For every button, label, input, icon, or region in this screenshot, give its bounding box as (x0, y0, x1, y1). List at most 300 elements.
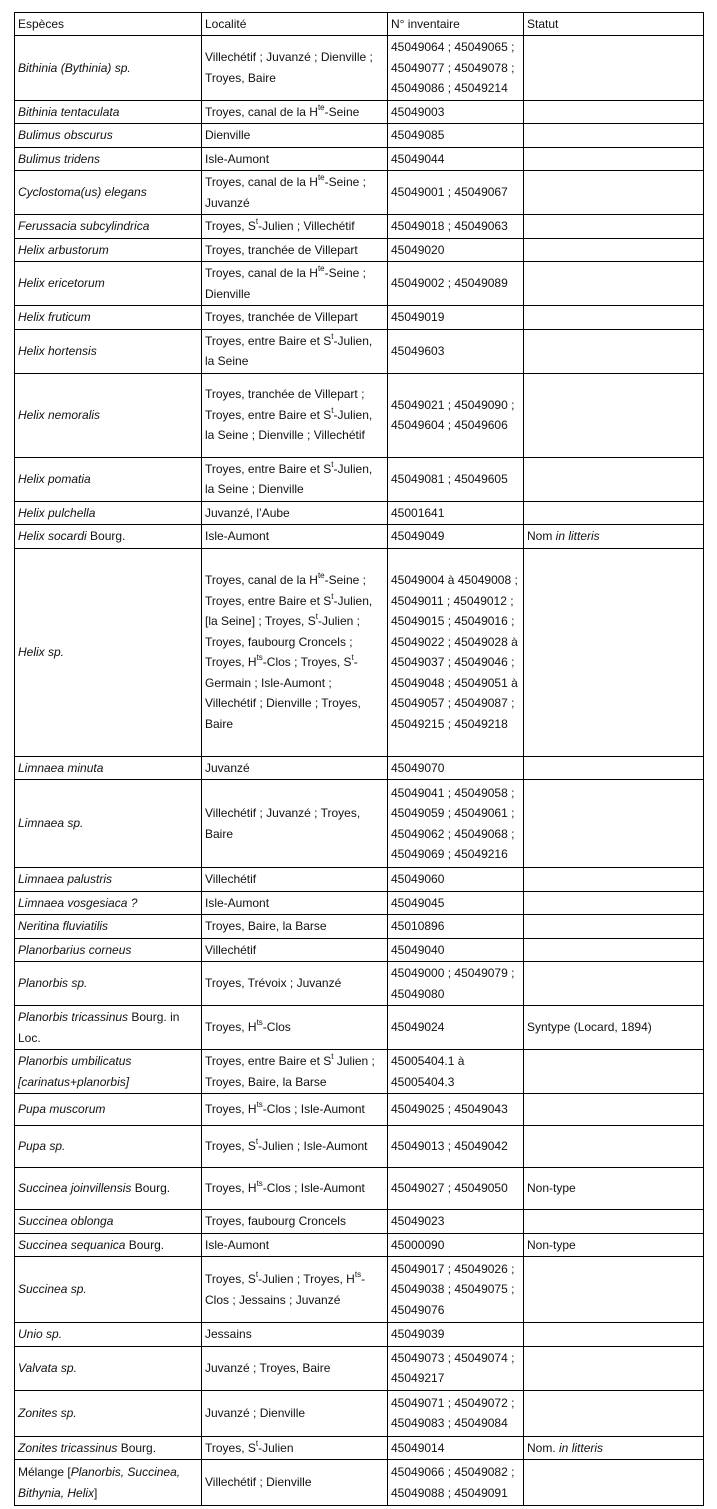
cell-inventaire: 45010896 (388, 915, 524, 939)
cell-inventaire: 45049017 ; 45049026 ; 45049038 ; 45049075 ; 45049076 (388, 1257, 524, 1323)
cell-inventaire: 45049071 ; 45049072 ; 45049083 ; 45049084 (388, 1390, 524, 1436)
table-row (15, 1323, 704, 1347)
table-row (15, 915, 704, 939)
localite-run: t (255, 1137, 259, 1147)
cell-localite (202, 147, 388, 171)
localite-run: Troyes, canal de la H (205, 266, 318, 280)
cell-espece (15, 171, 202, 215)
cell-inventaire: 45049018 ; 45049063 (388, 215, 524, 239)
cell-localite (202, 868, 388, 892)
cell-statut (524, 306, 704, 330)
espece-run: Bourg. in Loc. (18, 1010, 180, 1045)
cell-inventaire: 45049039 (388, 1323, 524, 1347)
localite-run: ts (354, 1270, 362, 1279)
cell-espece (15, 548, 202, 756)
cell-inventaire: 45005404.1 à 45005404.3 (388, 1050, 524, 1094)
localite-run: Julien ; Troyes, Baire, la Barse (205, 1054, 375, 1089)
cell-inventaire: 45049021 ; 45049090 ; 45049604 ; 45049606 (388, 373, 524, 457)
localite-run: Troyes, canal de la H (205, 573, 318, 587)
cell-localite (202, 1168, 388, 1210)
statut-run: Nom (527, 529, 556, 543)
localite-run: -Julien ; Isle-Aumont (258, 1139, 368, 1154)
localite-run: Troyes, faubourg Croncels (205, 1214, 346, 1228)
table-row (15, 891, 704, 915)
cell-espece (15, 1168, 202, 1210)
espece-run: Zonites tricassinus (18, 1440, 118, 1455)
table-row (15, 100, 704, 124)
localite-run: Troyes, tranchée de Villepart (205, 310, 358, 324)
table-row (15, 868, 704, 892)
localite-run: te (317, 571, 325, 580)
cell-statut (524, 457, 704, 501)
localite-run: -Julien, la Seine ; Dienville (205, 461, 373, 496)
localite-run: Villechétif (205, 872, 257, 886)
cell-espece (15, 1126, 202, 1168)
cell-statut (524, 1390, 704, 1436)
localite-run: -Clos ; Isle-Aumont (262, 1102, 365, 1117)
cell-localite (202, 100, 388, 124)
cell-statut (524, 525, 704, 549)
localite-run: Troyes, entre Baire et S (205, 1054, 332, 1068)
table-row (15, 36, 704, 101)
espece-run: Succinea sequanica (18, 1237, 126, 1252)
cell-espece (15, 1346, 202, 1390)
localite-run: Villechétif ; Dienville (205, 1475, 312, 1490)
localite-run: Juvanzé ; Troyes, Baire (205, 1360, 331, 1375)
cell-espece (15, 124, 202, 148)
espece-run: ] (94, 1485, 98, 1500)
cell-inventaire: 45049024 (388, 1006, 524, 1050)
table-row (15, 238, 704, 262)
localite-run: -Clos (262, 1020, 291, 1035)
cell-statut (524, 915, 704, 939)
table-row (15, 548, 704, 756)
localite-run: -Julien (258, 1440, 294, 1455)
cell-localite (202, 1126, 388, 1168)
cell-inventaire: 45049019 (388, 306, 524, 330)
localite-run: Dienville (205, 128, 251, 142)
cell-espece (15, 868, 202, 892)
statut-run: Non-type (527, 1181, 576, 1196)
localite-run: t (315, 612, 318, 621)
localite-run: -Seine ; Dienville (205, 266, 366, 301)
localite-run: Troyes, S (205, 219, 256, 233)
table-row (15, 306, 704, 330)
cell-espece (15, 501, 202, 525)
cell-statut (524, 756, 704, 780)
localite-run: Villechétif ; Juvanzé ; Dienville ; Troyes, Baire (205, 50, 373, 85)
cell-localite (202, 938, 388, 962)
localite-run: t (331, 331, 334, 341)
cell-inventaire: 45049013 ; 45049042 (388, 1126, 524, 1168)
table-row (15, 1050, 704, 1094)
table-row (15, 1126, 704, 1168)
localite-run: Troyes, H (205, 1181, 257, 1196)
cell-localite (202, 891, 388, 915)
cell-espece (15, 373, 202, 457)
cell-statut (524, 1233, 704, 1257)
table-row (15, 1436, 704, 1460)
localite-run: -Germain ; Isle-Aumont ; Villechétif ; Dienville ; Troyes, Baire (205, 655, 361, 731)
localite-run: Troyes, tranchée de Villepart (205, 242, 358, 257)
cell-statut (524, 1323, 704, 1347)
localite-run: -Seine ; Juvanzé (205, 175, 366, 210)
espece-run: Neritina fluviatilis (18, 919, 109, 933)
cell-statut (524, 1460, 704, 1506)
localite-run: -Clos ; Isle-Aumont (262, 1181, 365, 1196)
espece-run: Limnaea vosgesiaca ? (18, 895, 138, 910)
cell-espece (15, 1050, 202, 1094)
cell-localite (202, 548, 388, 756)
cell-localite (202, 525, 388, 549)
cell-statut (524, 891, 704, 915)
cell-inventaire: 45049004 à 45049008 ; 45049011 ; 45049012 ; 45049015 ; 45049016 ; 45049022 ; 45049028 à 45049037 ; 45049046 ; 45049048 ; 45049051 à 45049057 ; 45049087 ; 45049215 ; 45049218 (388, 548, 524, 756)
localite-run: te (317, 173, 325, 182)
table-row (15, 124, 704, 148)
cell-statut (524, 329, 704, 373)
localite-run: ts (256, 653, 263, 662)
cell-espece (15, 36, 202, 101)
cell-espece (15, 215, 202, 239)
cell-localite (202, 501, 388, 525)
cell-localite (202, 306, 388, 330)
cell-espece (15, 100, 202, 124)
table-row (15, 780, 704, 868)
table-row (15, 1168, 704, 1210)
table-row (15, 1257, 704, 1323)
cell-statut (524, 36, 704, 101)
cell-statut (524, 1168, 704, 1210)
espece-run: Bulimus obscurus (18, 128, 113, 142)
cell-localite (202, 1210, 388, 1234)
cell-statut (524, 780, 704, 868)
localite-run: Juvanzé (205, 760, 250, 775)
cell-inventaire: 45049001 ; 45049067 (388, 171, 524, 215)
localite-run: Juvanzé ; Dienville (205, 1405, 306, 1420)
cell-inventaire: 45049041 ; 45049058 ; 45049059 ; 45049061 ; 45049062 ; 45049068 ; 45049069 ; 45049216 (388, 780, 524, 868)
espece-run: Cyclostoma(us) elegans (18, 185, 147, 200)
table-row (15, 756, 704, 780)
cell-localite (202, 756, 388, 780)
localite-run: Villechétif ; Juvanzé ; Troyes, Baire (205, 806, 361, 841)
cell-localite (202, 1050, 388, 1094)
cell-statut (524, 1346, 704, 1390)
cell-localite (202, 1257, 388, 1323)
cell-inventaire: 45049049 (388, 525, 524, 549)
cell-localite (202, 1390, 388, 1436)
cell-statut (524, 868, 704, 892)
cell-statut (524, 1094, 704, 1126)
cell-localite (202, 215, 388, 239)
cell-inventaire: 45049085 (388, 124, 524, 148)
localite-run: ts (256, 1179, 263, 1189)
cell-localite (202, 1233, 388, 1257)
cell-inventaire: 45001641 (388, 501, 524, 525)
cell-espece (15, 238, 202, 262)
table-row (15, 501, 704, 525)
header-row (15, 13, 704, 36)
espece-run: Helix socardi (18, 529, 87, 543)
cell-espece (15, 1323, 202, 1347)
espece-run: Helix pomatia (18, 471, 91, 486)
localite-run: t (255, 217, 259, 226)
espece-run: Planorbis umbilicatus [carinatus+planorbis] (18, 1054, 132, 1089)
cell-inventaire: 45049000 ; 45049079 ; 45049080 (388, 962, 524, 1006)
table-row (15, 525, 704, 549)
localite-run: -Julien ; Villechétif (258, 219, 355, 233)
cell-espece (15, 756, 202, 780)
cell-statut (524, 262, 704, 306)
espece-run: Succinea sp. (18, 1282, 87, 1297)
cell-espece (15, 262, 202, 306)
cell-statut (524, 124, 704, 148)
espece-run: Helix pulchella (18, 505, 96, 520)
species-inventory-table (14, 12, 704, 1506)
localite-run: Troyes, canal de la H (205, 104, 318, 119)
cell-espece (15, 1390, 202, 1436)
cell-statut (524, 938, 704, 962)
localite-run: Troyes, S (205, 1272, 256, 1286)
cell-espece (15, 329, 202, 373)
localite-run: Troyes, entre Baire et S (205, 461, 332, 476)
cell-localite (202, 124, 388, 148)
table-row (15, 1094, 704, 1126)
espece-run: Limnaea minuta (18, 760, 104, 775)
espece-run: Helix arbustorum (18, 242, 109, 257)
localite-run: Villechétif (205, 942, 257, 957)
cell-inventaire: 45049023 (388, 1210, 524, 1234)
localite-run: Troyes, canal de la H (205, 175, 318, 189)
cell-localite (202, 457, 388, 501)
cell-espece (15, 1460, 202, 1506)
espece-run: Pupa sp. (18, 1139, 66, 1154)
localite-run: t (331, 405, 334, 415)
cell-localite (202, 962, 388, 1006)
espece-run: Bourg. (86, 529, 126, 543)
localite-run: -Julien ; Troyes, H (258, 1272, 355, 1286)
cell-inventaire: 45049064 ; 45049065 ; 45049077 ; 45049078 ; 45049086 ; 45049214 (388, 36, 524, 101)
table-row (15, 1390, 704, 1436)
cell-inventaire: 45000090 (388, 1233, 524, 1257)
localite-run: -Julien, [la Seine] ; Troyes, S (205, 593, 373, 628)
cell-inventaire: 45049040 (388, 938, 524, 962)
espece-run: Planorbis, Succinea, Bithynia, Helix (18, 1465, 181, 1500)
cell-localite (202, 238, 388, 262)
cell-espece (15, 891, 202, 915)
statut-run: Nom. (527, 1440, 560, 1455)
cell-localite (202, 1460, 388, 1506)
cell-inventaire: 45049073 ; 45049074 ; 45049217 (388, 1346, 524, 1390)
localite-run: Troyes, Trévoix ; Juvanzé (205, 976, 342, 991)
cell-inventaire: 45049070 (388, 756, 524, 780)
table-row (15, 1233, 704, 1257)
statut-run: in litteris (559, 1440, 604, 1455)
localite-run: Troyes, S (205, 1440, 256, 1455)
localite-run: ts (256, 1100, 263, 1110)
table-row (15, 147, 704, 171)
cell-espece (15, 915, 202, 939)
cell-inventaire: 45049014 (388, 1436, 524, 1460)
espece-run: Bourg. (117, 1440, 157, 1455)
cell-statut (524, 238, 704, 262)
cell-localite (202, 329, 388, 373)
cell-espece (15, 147, 202, 171)
espece-run: Bourg. (131, 1181, 171, 1196)
localite-run: te (317, 264, 325, 273)
table-row (15, 1210, 704, 1234)
espece-run: Planorbis tricassinus (18, 1010, 129, 1024)
cell-localite (202, 36, 388, 101)
espece-run: Helix sp. (18, 644, 65, 659)
localite-run: Jessains (205, 1327, 252, 1341)
localite-run: t (255, 1438, 259, 1448)
cell-localite (202, 373, 388, 457)
cell-localite (202, 171, 388, 215)
localite-run: te (317, 102, 325, 112)
espece-run: Valvata sp. (18, 1360, 77, 1375)
localite-run: t (331, 459, 334, 469)
cell-inventaire: 45049081 ; 45049605 (388, 457, 524, 501)
cell-espece (15, 306, 202, 330)
cell-statut (524, 1006, 704, 1050)
cell-espece (15, 1210, 202, 1234)
espece-run: Pupa muscorum (18, 1102, 106, 1117)
localite-run: -Julien ; Troyes, faubourg Croncels ; Troyes, H (205, 614, 360, 669)
table-row (15, 1346, 704, 1390)
cell-statut (524, 373, 704, 457)
localite-run: -Seine ; Troyes, entre Baire et S (205, 573, 366, 608)
cell-espece (15, 1436, 202, 1460)
localite-run: Troyes, tranchée de Villepart ; Troyes, entre Baire et S (205, 387, 365, 422)
table-row (15, 1460, 704, 1506)
cell-localite (202, 1436, 388, 1460)
espece-run: Limnaea sp. (18, 816, 84, 831)
localite-run: t (331, 591, 334, 601)
cell-localite (202, 915, 388, 939)
table-row (15, 1006, 704, 1050)
cell-localite (202, 1006, 388, 1050)
cell-inventaire: 45049003 (388, 100, 524, 124)
table-row (15, 262, 704, 306)
statut-run: in litteris (555, 529, 600, 543)
header-inventaire: N° inventaire (388, 13, 524, 36)
table-row (15, 215, 704, 239)
cell-espece (15, 1257, 202, 1323)
statut-run: Non-type (527, 1237, 576, 1252)
table-row (15, 171, 704, 215)
localite-run: -Julien, la Seine ; Dienville ; Villechétif (205, 407, 373, 443)
espece-run: Bourg. (125, 1237, 165, 1252)
cell-inventaire: 45049002 ; 45049089 (388, 262, 524, 306)
localite-run: Isle-Aumont (205, 895, 270, 910)
cell-statut (524, 147, 704, 171)
cell-inventaire: 45049020 (388, 238, 524, 262)
table-row (15, 457, 704, 501)
espece-run: Planorbis sp. (18, 976, 88, 991)
espece-run: Helix nemoralis (18, 407, 101, 422)
table-row (15, 373, 704, 457)
localite-run: Troyes, H (205, 1020, 257, 1035)
cell-statut (524, 962, 704, 1006)
espece-run: Bithinia (Bythinia) sp. (18, 60, 131, 75)
espece-run: Bithinia tentaculata (18, 104, 120, 119)
localite-run: Isle-Aumont (205, 151, 270, 166)
localite-run: -Clos ; Jessains ; Juvanzé (205, 1272, 366, 1307)
localite-run: -Seine (324, 104, 360, 119)
cell-localite (202, 1346, 388, 1390)
cell-statut (524, 100, 704, 124)
localite-run: Troyes, Baire, la Barse (205, 919, 327, 933)
header-statut: Statut (524, 13, 704, 36)
cell-statut (524, 548, 704, 756)
espece-run: Helix ericetorum (18, 276, 105, 291)
localite-run: Troyes, S (205, 1139, 256, 1154)
cell-espece (15, 1094, 202, 1126)
cell-inventaire: 45049060 (388, 868, 524, 892)
cell-espece (15, 525, 202, 549)
localite-run: Juvanzé, l’Aube (205, 505, 290, 520)
cell-localite (202, 262, 388, 306)
localite-run: Isle-Aumont (205, 529, 270, 543)
cell-statut (524, 215, 704, 239)
cell-localite (202, 1323, 388, 1347)
espece-run: Zonites sp. (18, 1405, 77, 1420)
espece-run: Succinea joinvillensis (18, 1181, 132, 1196)
espece-run: Ferussacia subcylindrica (18, 219, 150, 233)
cell-inventaire: 45049045 (388, 891, 524, 915)
espece-run: Limnaea palustris (18, 872, 113, 886)
cell-inventaire: 45049044 (388, 147, 524, 171)
table-row (15, 938, 704, 962)
localite-run: -Clos ; Troyes, S (262, 655, 352, 669)
table-row (15, 962, 704, 1006)
espece-run: Bulimus tridens (18, 151, 101, 166)
cell-statut (524, 1257, 704, 1323)
cell-statut (524, 1050, 704, 1094)
localite-run: -Julien, la Seine (205, 333, 373, 368)
cell-statut (524, 1126, 704, 1168)
table-row (15, 329, 704, 373)
cell-espece (15, 962, 202, 1006)
espece-run: Helix hortensis (18, 343, 97, 358)
cell-espece (15, 938, 202, 962)
cell-espece (15, 1006, 202, 1050)
localite-run: Troyes, entre Baire et S (205, 333, 332, 348)
cell-statut (524, 1436, 704, 1460)
cell-inventaire: 45049603 (388, 329, 524, 373)
cell-espece (15, 1233, 202, 1257)
statut-run: Syntype (Locard, 1894) (527, 1020, 652, 1035)
cell-statut (524, 171, 704, 215)
cell-localite (202, 1094, 388, 1126)
espece-run: Unio sp. (18, 1327, 63, 1341)
cell-localite (202, 780, 388, 868)
table-body (15, 36, 704, 1506)
espece-run: Helix fruticum (18, 310, 91, 324)
localite-run: t (351, 653, 354, 662)
cell-statut (524, 1210, 704, 1234)
cell-inventaire: 45049066 ; 45049082 ; 45049088 ; 45049091 (388, 1460, 524, 1506)
header-especes: Espèces (15, 13, 202, 36)
localite-run: Isle-Aumont (205, 1237, 270, 1252)
espece-run: Mélange [ (18, 1465, 71, 1479)
cell-espece (15, 457, 202, 501)
espece-run: Succinea oblonga (18, 1214, 114, 1228)
cell-espece (15, 780, 202, 868)
localite-run: Troyes, H (205, 1102, 257, 1117)
localite-run: ts (256, 1018, 263, 1028)
cell-inventaire: 45049025 ; 45049043 (388, 1094, 524, 1126)
